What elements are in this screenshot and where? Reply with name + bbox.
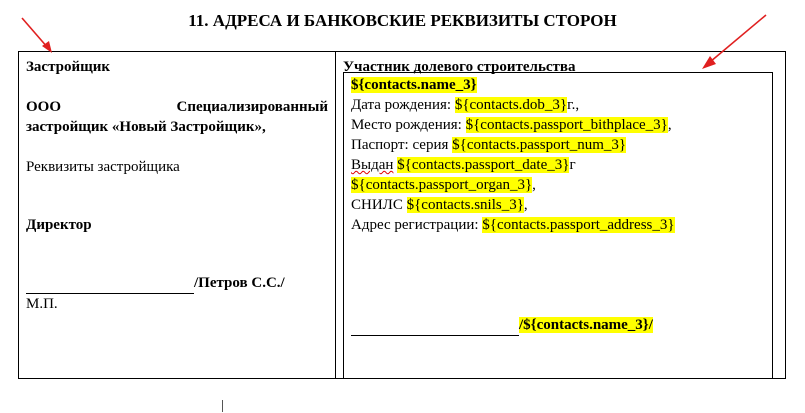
participant-issued-line: Выдан ${contacts.passport_date_3}г — [351, 157, 576, 173]
participant-organ-line: ${contacts.passport_organ_3}, — [351, 177, 536, 193]
developer-position: Директор — [26, 217, 92, 233]
developer-requisites: Реквизиты застройщика — [26, 159, 180, 175]
participant-box — [343, 72, 773, 379]
developer-org-word1: ООО — [26, 99, 62, 115]
developer-stamp: М.П. — [26, 296, 58, 312]
red-arrow-icon — [18, 16, 58, 56]
participant-details — [351, 75, 771, 336]
participant-address-field: ${contacts.passport_address_3} — [482, 217, 675, 233]
participant-passport-line: Паспорт: серия ${contacts.passport_num_3} — [351, 137, 627, 153]
parties-table — [18, 51, 786, 379]
participant-snils-line: СНИЛС ${contacts.snils_3}, — [351, 197, 528, 213]
participant-dob-field: ${contacts.dob_3} — [454, 97, 568, 113]
section-title: 11. АДРЕСА И БАНКОВСКИЕ РЕКВИЗИТЫ СТОРОН — [188, 11, 617, 30]
participant-passport-field: ${contacts.passport_num_3} — [452, 137, 627, 153]
issued-label: Выдан — [351, 157, 394, 173]
participant-issued-date-field: ${contacts.passport_date_3} — [397, 157, 570, 173]
participant-dob-line: Дата рождения: ${contacts.dob_3}г., — [351, 97, 580, 113]
participant-heading: Участник долевого строительства — [343, 59, 576, 75]
participant-snils-field: ${contacts.snils_3} — [406, 197, 524, 213]
participant-signature-field: /${contacts.name_3}/ — [519, 317, 653, 333]
developer-cell — [26, 57, 328, 314]
participant-address-line: Адрес регистрации: ${contacts.passport_address_3} — [351, 217, 675, 233]
developer-signature-name: /Петров С.С./ — [194, 275, 285, 291]
developer-org-word2: Специализированный — [176, 99, 328, 115]
participant-birthplace-line: Место рождения: ${contacts.passport_bithplace_3}, — [351, 117, 672, 133]
developer-org-line1 — [26, 97, 328, 117]
participant-name-field: ${contacts.name_3} — [351, 77, 477, 93]
red-arrow-icon — [696, 12, 770, 74]
developer-org-line2: застройщик «Новый Застройщик», — [26, 119, 266, 135]
column-divider — [335, 52, 336, 378]
participant-signature-line — [351, 315, 771, 336]
participant-organ-field: ${contacts.passport_organ_3} — [351, 177, 533, 193]
participant-signature-blank — [351, 315, 519, 336]
developer-signature-line — [26, 273, 328, 294]
signature-blank — [26, 273, 194, 294]
developer-heading: Застройщик — [26, 59, 111, 75]
text-cursor — [222, 400, 223, 412]
participant-birthplace-field: ${contacts.passport_bithplace_3} — [465, 117, 668, 133]
